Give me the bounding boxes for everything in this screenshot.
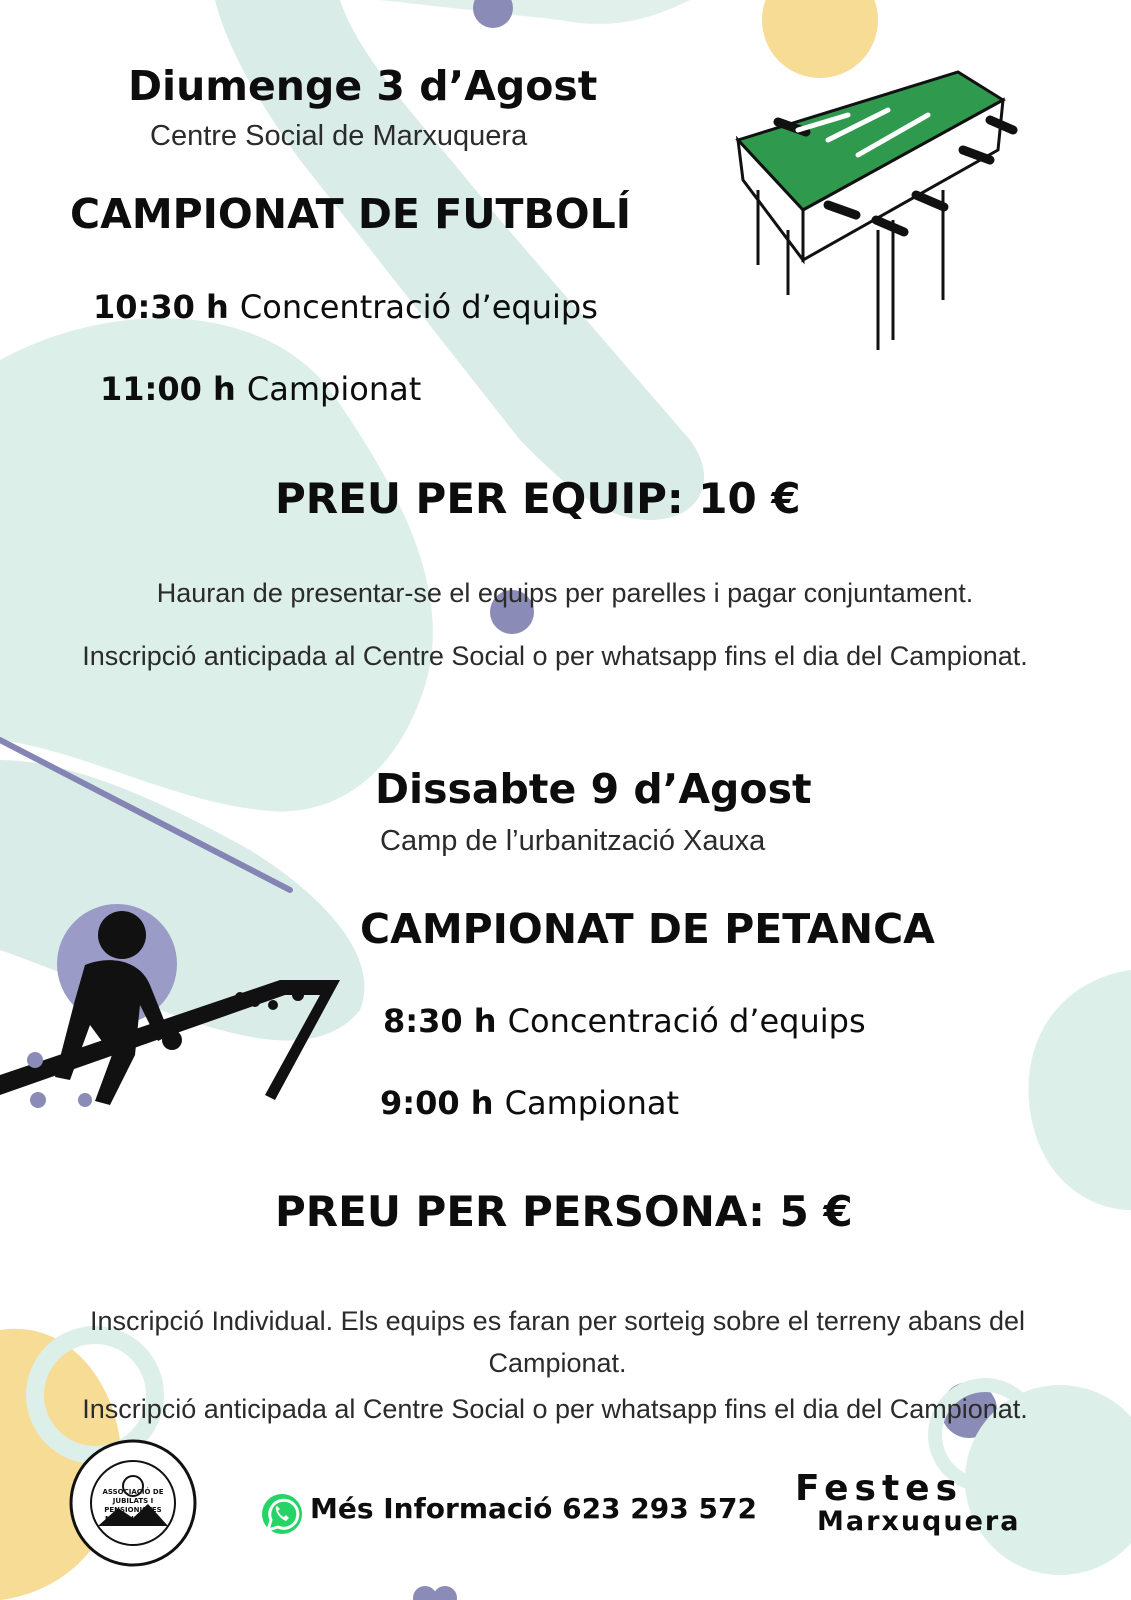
event2-title: CAMPIONAT DE PETANCA — [360, 905, 935, 953]
event1-venue: Centre Social de Marxuquera — [150, 120, 528, 152]
event2-price: PREU PER PERSONA: 5 € — [275, 1187, 853, 1236]
logo-jubilats-text: ASSOCIACIÓ DE JUBILATS I PENSIONISTES MARXUQUERA — [102, 1488, 164, 1523]
schedule-label: Concentració d’equips — [507, 1002, 866, 1040]
event1-price: PREU PER EQUIP: 10 € — [275, 474, 801, 523]
logo-festes — [795, 1468, 1095, 1548]
whatsapp-icon — [260, 1492, 304, 1536]
contact-info: Més Informació 623 293 572 — [310, 1492, 757, 1525]
event1-schedule-2 — [100, 370, 421, 408]
event1-note-1: Hauran de presentar-se el equips per parelles i pagar conjuntament. — [156, 578, 974, 608]
event2-schedule-1 — [383, 1002, 866, 1040]
event2-date: Dissabte 9 d’Agost — [375, 765, 812, 813]
event2-note-1: Inscripció Individual. Els equips es faran per sorteig sobre el terreny abans del Campionat. — [89, 1306, 1025, 1378]
logo-festes-line1: Festes — [795, 1468, 964, 1509]
event1-title: CAMPIONAT DE FUTBOLÍ — [70, 190, 631, 238]
foosball-table-icon — [728, 60, 1028, 360]
event2-venue: Camp de l’urbanització Xauxa — [380, 825, 766, 857]
schedule-label: Campionat — [504, 1084, 679, 1122]
schedule-label: Campionat — [246, 370, 422, 408]
schedule-label: Concentració d’equips — [239, 288, 598, 326]
logo-festes-line2: Marxuquera — [817, 1506, 1021, 1537]
schedule-time: 9:00 h — [380, 1084, 494, 1122]
petanca-player-icon — [0, 905, 350, 1120]
schedule-time: 8:30 h — [383, 1002, 497, 1040]
event2-schedule-2 — [380, 1084, 679, 1122]
schedule-time: 11:00 h — [100, 370, 236, 408]
event1-date: Diumenge 3 d’Agost — [128, 62, 598, 110]
event1-note-2: Inscripció anticipada al Centre Social o per whatsapp fins el dia del Campionat. — [82, 641, 1028, 671]
logo-jubilats — [68, 1438, 198, 1568]
schedule-time: 10:30 h — [93, 288, 229, 326]
event1-schedule-1 — [93, 288, 598, 326]
event2-note-2: Inscripció anticipada al Centre Social o per whatsapp fins el dia del Campionat. — [82, 1394, 1028, 1424]
